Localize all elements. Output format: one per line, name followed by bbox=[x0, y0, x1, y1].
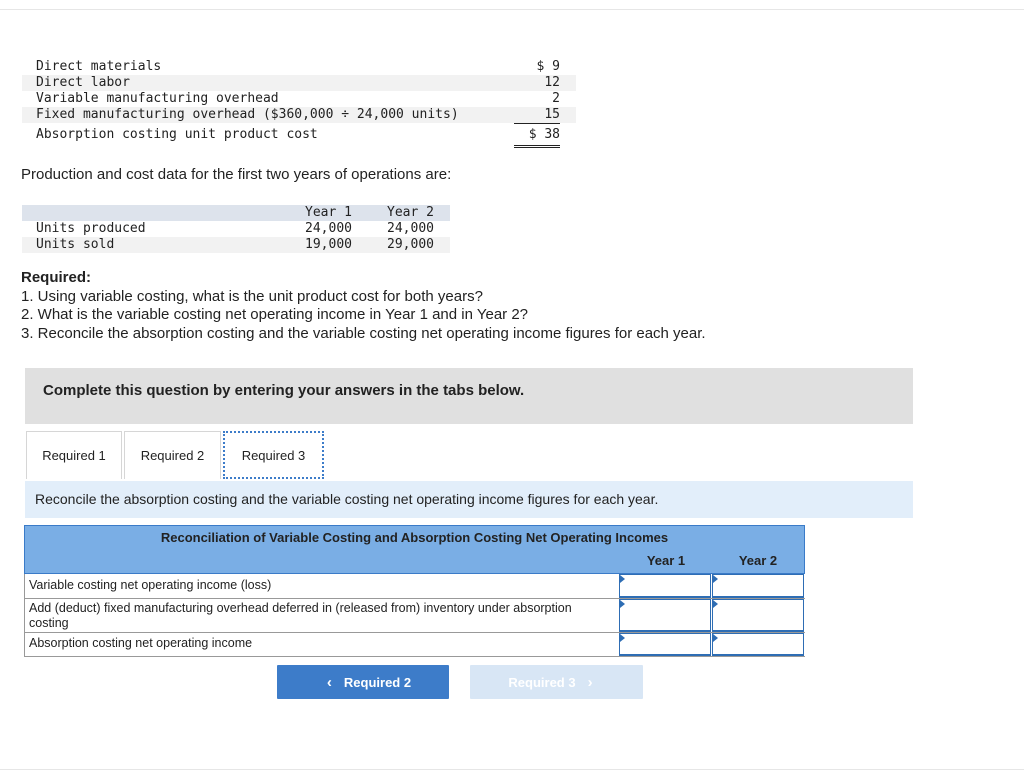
cost-total-row: Absorption costing unit product cost $ 38 bbox=[22, 125, 576, 145]
required-item: 3. Reconcile the absorption costing and the variable costing net operating income figures for each year. bbox=[21, 324, 706, 342]
reconciliation-table bbox=[24, 525, 805, 657]
prev-required-2-button[interactable]: ‹ Required 2 bbox=[277, 665, 449, 699]
bottom-divider bbox=[0, 769, 1024, 770]
year2-variable-income-input[interactable] bbox=[712, 574, 804, 598]
intro-text: Production and cost data for the first two years of operations are: bbox=[21, 166, 452, 183]
tab-required-2[interactable]: Required 2 bbox=[124, 431, 221, 479]
required-item: 1. Using variable costing, what is the unit product cost for both years? bbox=[21, 287, 483, 305]
cost-row: Direct labor 12 bbox=[22, 75, 576, 91]
col-header-year1: Year 1 bbox=[646, 553, 686, 568]
reconciliation-row bbox=[24, 633, 805, 657]
year1-overhead-adjustment-input[interactable] bbox=[619, 599, 711, 632]
row-label: Add (deduct) fixed manufacturing overhead deferred in (released from) inventory under absorption costing bbox=[29, 601, 572, 630]
cost-row: Direct materials $ 9 bbox=[36, 59, 560, 74]
tab-required-3[interactable]: Required 3 bbox=[223, 431, 324, 479]
cost-row: Variable manufacturing overhead 2 bbox=[36, 91, 560, 106]
year1-absorption-income-input[interactable] bbox=[619, 633, 711, 656]
cost-row: Fixed manufacturing overhead ($360,000 ÷ 24,000 units) 15 bbox=[22, 107, 576, 123]
instruction-box bbox=[25, 368, 913, 424]
reconciliation-header-row bbox=[24, 549, 805, 574]
year2-overhead-adjustment-input[interactable] bbox=[712, 599, 804, 632]
units-header-row: Year 1 Year 2 bbox=[22, 205, 450, 221]
reconciliation-row bbox=[24, 574, 805, 599]
next-required-3-button[interactable]: Required 3 › bbox=[470, 665, 643, 699]
col-header-year2: Year 2 bbox=[738, 553, 778, 568]
units-table bbox=[22, 205, 450, 253]
question-prompt: Reconcile the absorption costing and the variable costing net operating income figures for each year. bbox=[35, 491, 659, 507]
tab-required-1[interactable]: Required 1 bbox=[26, 431, 122, 479]
row-label: Variable costing net operating income (loss) bbox=[29, 578, 272, 592]
question-prompt-bar bbox=[25, 481, 913, 518]
cost-table bbox=[22, 59, 576, 145]
units-row: Units produced 24,000 24,000 bbox=[36, 221, 434, 236]
required-section bbox=[21, 269, 706, 343]
required-title: Required: bbox=[21, 269, 92, 286]
year2-absorption-income-input[interactable] bbox=[712, 633, 804, 656]
row-label: Absorption costing net operating income bbox=[29, 636, 253, 650]
instruction-text: Complete this question by entering your answers in the tabs below. bbox=[43, 382, 525, 399]
units-row: Units sold 19,000 29,000 bbox=[22, 237, 450, 253]
reconciliation-title: Reconciliation of Variable Costing and Absorption Costing Net Operating Incomes bbox=[24, 525, 805, 549]
reconciliation-row bbox=[24, 599, 805, 633]
required-item: 2. What is the variable costing net operating income in Year 1 and in Year 2? bbox=[21, 306, 529, 323]
year1-variable-income-input[interactable] bbox=[619, 574, 711, 598]
top-divider bbox=[0, 9, 1024, 10]
chevron-left-icon: ‹ bbox=[326, 673, 332, 691]
chevron-right-icon: › bbox=[587, 673, 593, 691]
